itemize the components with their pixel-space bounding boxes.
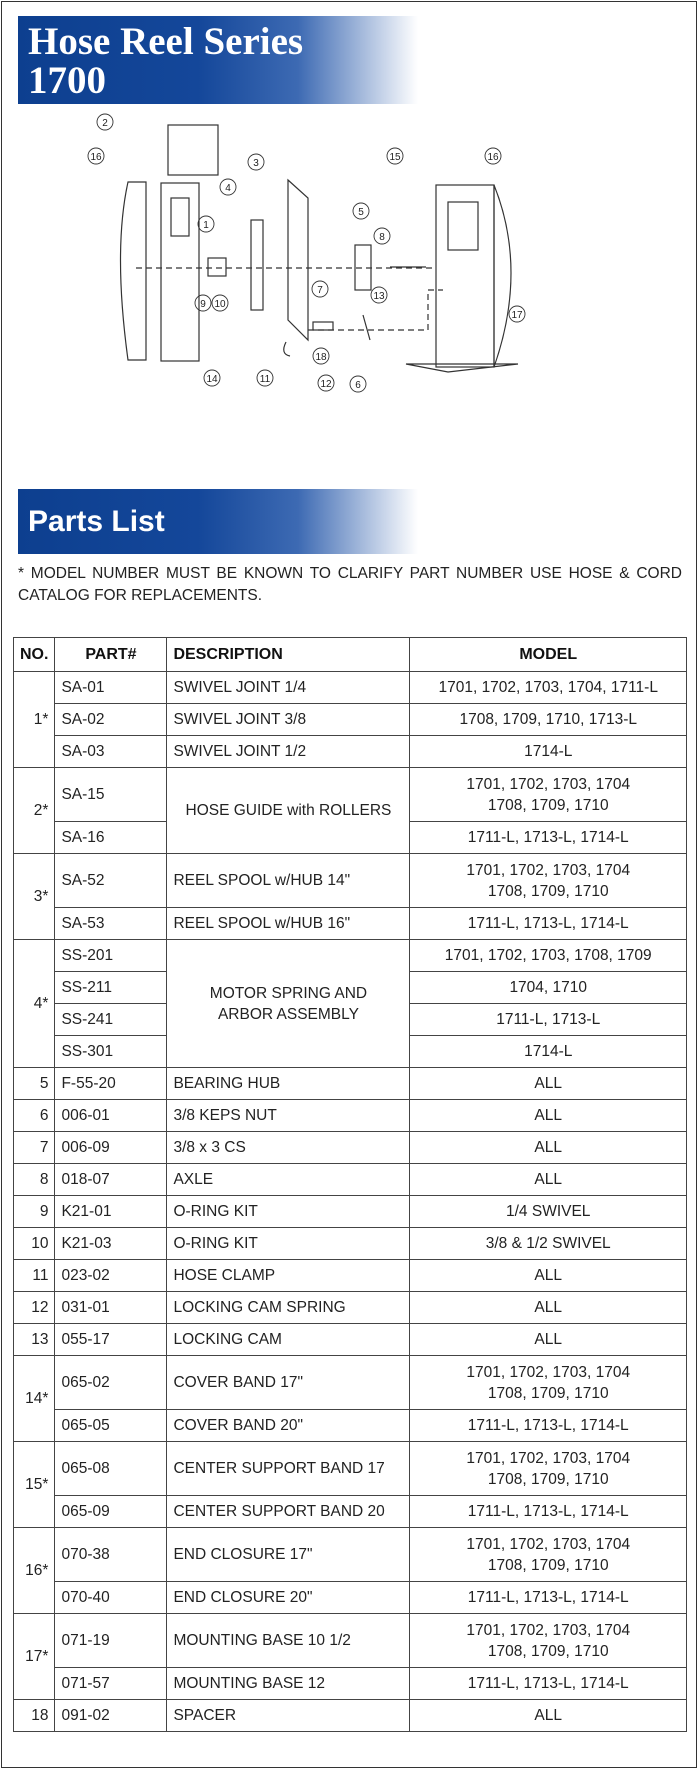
model-line: 1/4 SWIVEL: [506, 1203, 591, 1220]
part-description: MOUNTING BASE 10 1/2: [167, 1614, 410, 1668]
model-line: 3/8 & 1/2 SWIVEL: [485, 1235, 611, 1252]
model-cell: [410, 672, 687, 704]
part-number: 018-07: [55, 1164, 167, 1196]
table-row: [14, 1528, 687, 1582]
table-row: [14, 1292, 687, 1324]
page-title-line1: Hose Reel Series: [28, 20, 304, 63]
model-cell: [410, 972, 687, 1004]
part-number: 031-01: [55, 1292, 167, 1324]
part-number: SS-211: [55, 972, 167, 1004]
part-number: 065-09: [55, 1496, 167, 1528]
table-row: [14, 736, 687, 768]
model-cell: [410, 1260, 687, 1292]
part-description: END CLOSURE 20": [167, 1582, 410, 1614]
model-line: 1708, 1709, 1710: [487, 1642, 609, 1660]
parts-list-title: Parts List: [28, 505, 165, 538]
model-cell: [410, 1668, 687, 1700]
part-description: 3/8 KEPS NUT: [167, 1100, 410, 1132]
model-cell: [410, 704, 687, 736]
model-line: 1711-L, 1713-L, 1714-L: [467, 1675, 629, 1692]
part-number: 065-05: [55, 1410, 167, 1442]
table-row: [14, 1196, 687, 1228]
model-line: 1701, 1702, 1703, 1704: [466, 1363, 631, 1381]
model-note: * MODEL NUMBER MUST BE KNOWN TO CLARIFY PART NUMBER USE HOSE & CORD CATALOG FOR REPLACEMENTS.: [18, 565, 682, 604]
part-description: MOTOR SPRING AND ARBOR ASSEMBLY: [167, 940, 410, 1068]
model-cell: [410, 1356, 687, 1410]
part-number: 006-09: [55, 1132, 167, 1164]
model-cell: [410, 1700, 687, 1732]
model-line: ALL: [534, 1267, 563, 1284]
model-line: 1701, 1702, 1703, 1704: [466, 861, 631, 879]
model-line: ALL: [534, 1707, 563, 1724]
item-number: 4*: [14, 940, 55, 1068]
part-description: HOSE GUIDE with ROLLERS: [167, 768, 410, 854]
model-cell: [410, 1164, 687, 1196]
table-row: [14, 1442, 687, 1496]
model-cell: [410, 1292, 687, 1324]
model-cell: [410, 1442, 687, 1496]
model-cell: [410, 1410, 687, 1442]
part-description: O-RING KIT: [167, 1196, 410, 1228]
part-number: SA-52: [55, 854, 167, 908]
part-number: 065-08: [55, 1442, 167, 1496]
part-number: 023-02: [55, 1260, 167, 1292]
header-description: DESCRIPTION: [167, 638, 410, 672]
table-row: [14, 1356, 687, 1410]
part-description: BEARING HUB: [167, 1068, 410, 1100]
model-line: 1714-L: [524, 1043, 573, 1060]
table-row: [14, 1228, 687, 1260]
header-model: MODEL: [410, 638, 687, 672]
model-cell: [410, 1004, 687, 1036]
model-line: 1711-L, 1713-L, 1714-L: [467, 1417, 629, 1434]
model-line: 1708, 1709, 1710: [487, 1556, 609, 1574]
part-number: F-55-20: [55, 1068, 167, 1100]
callout-18: 18: [315, 352, 327, 363]
model-line: ALL: [534, 1171, 563, 1188]
model-line: 1704, 1710: [509, 979, 588, 996]
model-cell: [410, 908, 687, 940]
table-row: [14, 854, 687, 908]
callout-12: 12: [320, 379, 332, 390]
item-number: 8: [14, 1164, 55, 1196]
model-line: 1701, 1702, 1703, 1704: [466, 1449, 631, 1467]
item-number: 12: [14, 1292, 55, 1324]
parts-table: [13, 637, 687, 1732]
model-cell: [410, 940, 687, 972]
callout-6: 6: [355, 380, 361, 391]
item-number: 16*: [14, 1528, 55, 1614]
callout-14: 14: [206, 374, 218, 385]
model-line: ALL: [534, 1299, 563, 1316]
part-number: 071-19: [55, 1614, 167, 1668]
callout-11: 11: [259, 374, 271, 385]
parts-table-body: [14, 672, 687, 1732]
part-number: SA-53: [55, 908, 167, 940]
callout-16: 16: [487, 152, 499, 163]
model-cell: [410, 736, 687, 768]
item-number: 17*: [14, 1614, 55, 1700]
part-description: MOUNTING BASE 12: [167, 1668, 410, 1700]
table-row: [14, 1068, 687, 1100]
table-row: [14, 1132, 687, 1164]
table-row: [14, 1496, 687, 1528]
item-number: 6: [14, 1100, 55, 1132]
callout-15: 15: [389, 152, 401, 163]
part-description: O-RING KIT: [167, 1228, 410, 1260]
part-description: SWIVEL JOINT 3/8: [167, 704, 410, 736]
callout-10: 10: [214, 299, 226, 310]
part-description: COVER BAND 20": [167, 1410, 410, 1442]
part-number: 091-02: [55, 1700, 167, 1732]
part-number: SS-201: [55, 940, 167, 972]
table-row: [14, 908, 687, 940]
callout-2: 2: [102, 118, 108, 129]
part-number: 055-17: [55, 1324, 167, 1356]
model-cell: [410, 854, 687, 908]
callout-16: 16: [90, 152, 102, 163]
page-title-line2: 1700: [28, 59, 106, 102]
model-cell: [410, 1528, 687, 1582]
callout-5: 5: [358, 207, 364, 218]
item-number: 11: [14, 1260, 55, 1292]
table-row: [14, 940, 687, 972]
model-cell: [410, 1228, 687, 1260]
part-description: REEL SPOOL w/HUB 14": [167, 854, 410, 908]
table-row: [14, 1582, 687, 1614]
part-description: SWIVEL JOINT 1/2: [167, 736, 410, 768]
model-line: 1708, 1709, 1710, 1713-L: [459, 711, 637, 728]
model-line: 1701, 1702, 1703, 1704: [466, 775, 631, 793]
table-row: [14, 1324, 687, 1356]
table-row: [14, 1700, 687, 1732]
model-line: 1701, 1702, 1703, 1704: [466, 1621, 631, 1639]
part-number: SA-16: [55, 822, 167, 854]
exploded-diagram: [18, 110, 682, 480]
item-number: 1*: [14, 672, 55, 768]
model-line: ALL: [534, 1107, 563, 1124]
parts-table-header: [14, 638, 687, 672]
model-line: ALL: [534, 1331, 563, 1348]
item-number: 13: [14, 1324, 55, 1356]
part-number: 065-02: [55, 1356, 167, 1410]
part-description: REEL SPOOL w/HUB 16": [167, 908, 410, 940]
parts-list-banner: [18, 489, 418, 554]
model-cell: [410, 822, 687, 854]
callout-9: 9: [200, 299, 206, 310]
model-line: 1701, 1702, 1703, 1704, 1711-L: [438, 679, 658, 696]
item-number: 5: [14, 1068, 55, 1100]
model-cell: [410, 1068, 687, 1100]
model-cell: [410, 1614, 687, 1668]
part-number: SA-15: [55, 768, 167, 822]
part-description: AXLE: [167, 1164, 410, 1196]
item-number: 15*: [14, 1442, 55, 1528]
part-number: 070-40: [55, 1582, 167, 1614]
model-line: 1708, 1709, 1710: [487, 1470, 609, 1488]
callout-7: 7: [317, 285, 323, 296]
part-number: SA-02: [55, 704, 167, 736]
part-description: CENTER SUPPORT BAND 17: [167, 1442, 410, 1496]
part-number: SS-241: [55, 1004, 167, 1036]
part-number: 006-01: [55, 1100, 167, 1132]
item-number: 14*: [14, 1356, 55, 1442]
table-row: [14, 768, 687, 822]
callout-3: 3: [253, 158, 259, 169]
part-number: K21-03: [55, 1228, 167, 1260]
table-row: [14, 1260, 687, 1292]
callout-13: 13: [373, 291, 385, 302]
part-description: END CLOSURE 17": [167, 1528, 410, 1582]
part-description: COVER BAND 17": [167, 1356, 410, 1410]
part-description: 3/8 x 3 CS: [167, 1132, 410, 1164]
item-number: 7: [14, 1132, 55, 1164]
callout-8: 8: [379, 232, 385, 243]
table-row: [14, 672, 687, 704]
part-number: SS-301: [55, 1036, 167, 1068]
part-description: LOCKING CAM: [167, 1324, 410, 1356]
header-no: NO.: [14, 638, 55, 672]
table-row: [14, 1614, 687, 1668]
item-number: 3*: [14, 854, 55, 940]
item-number: 10: [14, 1228, 55, 1260]
part-description: HOSE CLAMP: [167, 1260, 410, 1292]
table-row: [14, 1410, 687, 1442]
model-line: 1701, 1702, 1703, 1704: [466, 1535, 631, 1553]
model-line: 1711-L, 1713-L, 1714-L: [467, 829, 629, 846]
model-line: 1714-L: [524, 743, 573, 760]
exploded-diagram-svg: [18, 110, 682, 480]
part-number: 070-38: [55, 1528, 167, 1582]
part-description: CENTER SUPPORT BAND 20: [167, 1496, 410, 1528]
item-number: 9: [14, 1196, 55, 1228]
part-number: K21-01: [55, 1196, 167, 1228]
model-line: 1708, 1709, 1710: [487, 882, 609, 900]
model-cell: [410, 1196, 687, 1228]
part-description: SWIVEL JOINT 1/4: [167, 672, 410, 704]
page-title-banner: [18, 16, 418, 104]
model-cell: [410, 1036, 687, 1068]
model-line: ALL: [534, 1139, 563, 1156]
part-number: SA-03: [55, 736, 167, 768]
model-line: 1708, 1709, 1710: [487, 1384, 609, 1402]
model-line: ALL: [534, 1075, 563, 1092]
callout-1: 1: [203, 220, 209, 231]
model-cell: [410, 1324, 687, 1356]
model-line: 1708, 1709, 1710: [487, 796, 609, 814]
model-cell: [410, 1582, 687, 1614]
part-description: LOCKING CAM SPRING: [167, 1292, 410, 1324]
table-row: [14, 1668, 687, 1700]
model-line: 1701, 1702, 1703, 1708, 1709: [444, 947, 652, 964]
part-description: SPACER: [167, 1700, 410, 1732]
item-number: 18: [14, 1700, 55, 1732]
header-part: PART#: [55, 638, 167, 672]
model-cell: [410, 1132, 687, 1164]
table-row: [14, 1164, 687, 1196]
model-line: 1711-L, 1713-L: [496, 1011, 601, 1028]
table-row: [14, 1100, 687, 1132]
item-number: 2*: [14, 768, 55, 854]
part-number: 071-57: [55, 1668, 167, 1700]
model-cell: [410, 1100, 687, 1132]
model-cell: [410, 768, 687, 822]
model-line: 1711-L, 1713-L, 1714-L: [467, 915, 629, 932]
model-line: 1711-L, 1713-L, 1714-L: [467, 1589, 629, 1606]
callout-4: 4: [225, 183, 231, 194]
table-row: [14, 704, 687, 736]
model-cell: [410, 1496, 687, 1528]
callout-17: 17: [511, 310, 523, 321]
model-line: 1711-L, 1713-L, 1714-L: [467, 1503, 629, 1520]
part-number: SA-01: [55, 672, 167, 704]
